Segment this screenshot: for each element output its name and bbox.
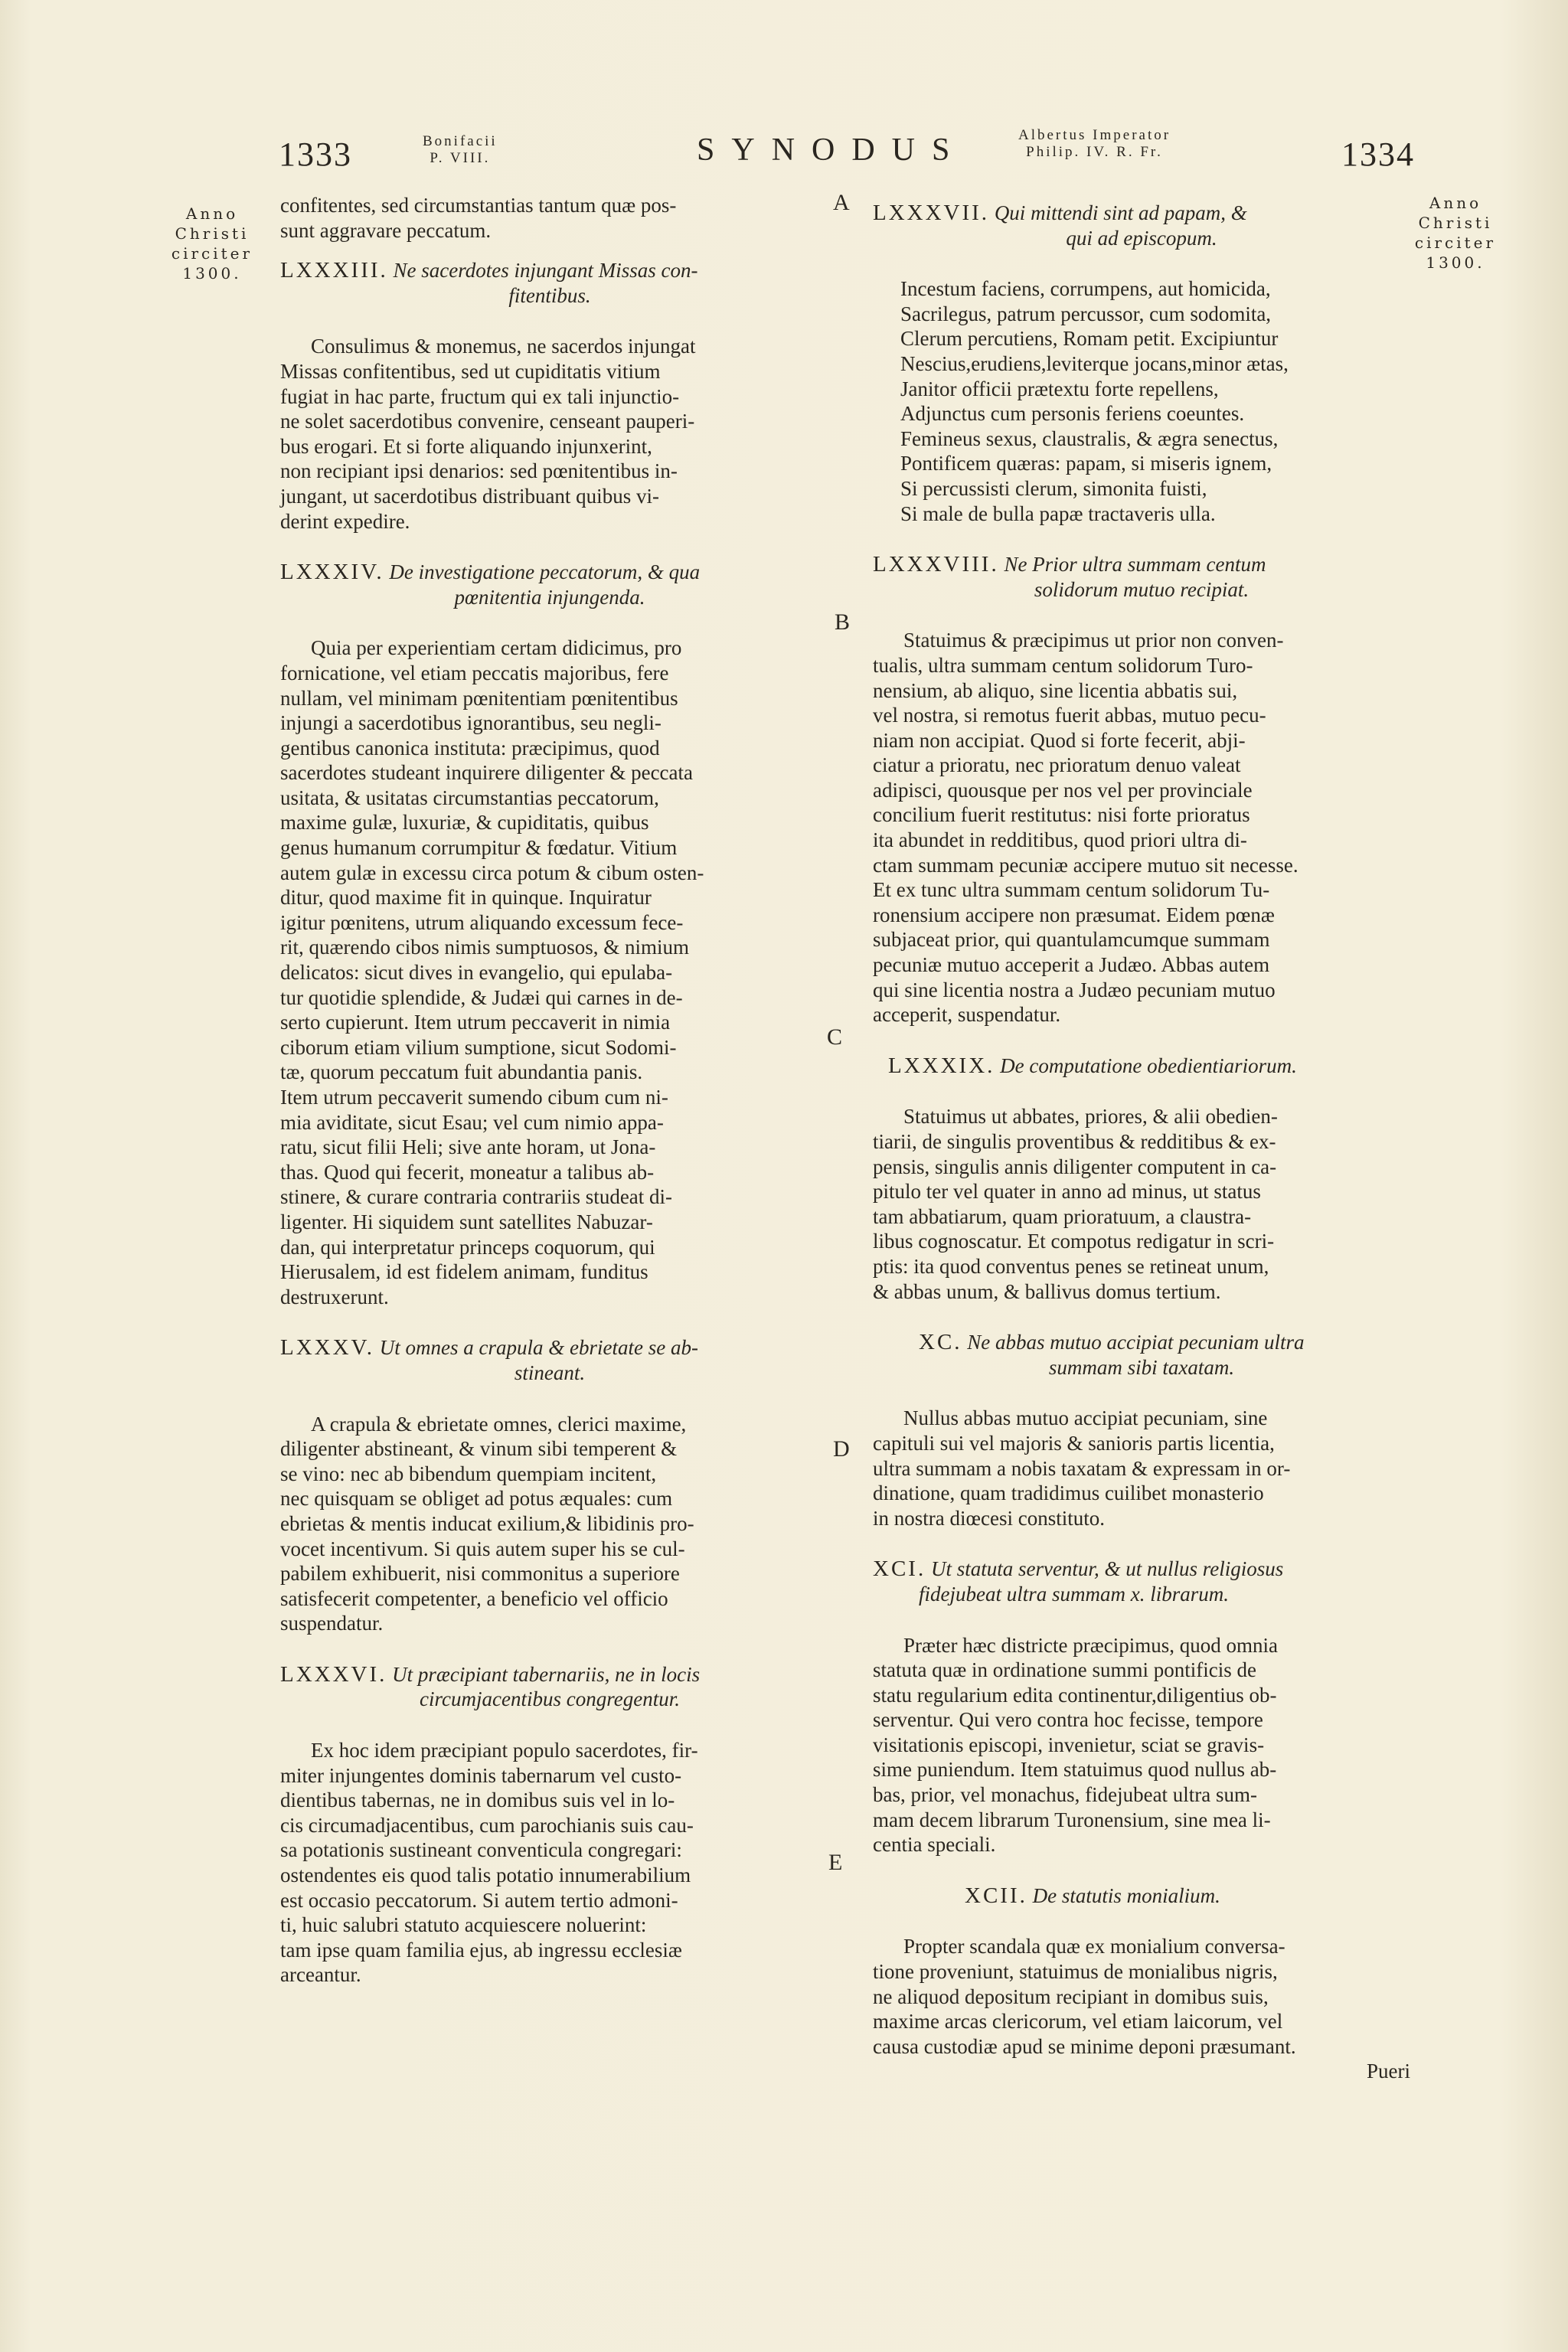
text-line: se vino: nec ab bibendum quempiam incitent, <box>280 1462 657 1485</box>
margin-letter: A <box>833 190 850 215</box>
margin-letter: D <box>833 1436 850 1462</box>
text-line: Quia per experientiam certam didicimus, pro <box>311 636 682 660</box>
side-note-line: Anno <box>1429 194 1482 212</box>
text-line: Item utrum peccaverit sumendo cibum cum ni- <box>280 1086 668 1109</box>
text-line: diligenter abstineant, & vinum sibi temperent & <box>280 1437 678 1461</box>
section-lxxxviii <box>873 552 1410 1027</box>
section-heading <box>873 1330 1410 1355</box>
text-line: ptis: ita quod conventus penes se retineat unum, <box>873 1254 1269 1278</box>
text-line: centia speciali. <box>873 1833 996 1857</box>
text-line: ditur, quod maxime fit in quinque. Inquiratur <box>280 886 652 910</box>
text-line: stinere, & curare contraria contrariis studeat di- <box>280 1185 673 1209</box>
text-line: ratu, sicut filii Heli; sive ante horam, ut Jona- <box>280 1135 656 1159</box>
text-line: nensium, ab aliquo, sine licentia abbatis sui, <box>873 678 1238 702</box>
section-number: XCI. <box>873 1557 926 1582</box>
text-line: confitentes, sed circumstantias tantum quæ pos- <box>280 194 677 217</box>
text-line: autem gulæ in excessu circa potum & cibum osten- <box>280 861 704 884</box>
text-line: vel nostra, si remotus fuerit abbas, mutuo pecu- <box>873 704 1266 727</box>
verse-line: Femineus sexus, claustralis, & ægra senectus, <box>900 426 1279 450</box>
text-line: ctam summam pecuniæ accipere mutuo sit necesse. <box>873 853 1298 877</box>
section-lxxxiv <box>280 560 819 1309</box>
text-line: statuta quæ in ordinatione summi pontificis de <box>873 1658 1256 1682</box>
section-title-cont: fitentibus. <box>508 283 591 307</box>
text-line: nec quisquam se obliget ad potus æquales: cum <box>280 1487 673 1511</box>
text-line: jungant, ut sacerdotibus distribuant quibus vi- <box>280 484 659 508</box>
section-xci <box>873 1557 1410 1857</box>
page-number-right: 1334 <box>1341 136 1415 173</box>
text-line: sacerdotes studeant inquirere diligenter & peccata <box>280 761 694 785</box>
text-line: dinatione, quam tradidimus cuilibet monasterio <box>873 1481 1264 1505</box>
text-line: libus cognoscatur. Et compotus redigatur in scri- <box>873 1230 1275 1253</box>
text-line: delicatos: sicut dives in evangelio, qui epulaba- <box>280 961 673 985</box>
text-line: thas. Quod qui fecerit, moneatur a talibus ab- <box>280 1160 655 1184</box>
section-title-cont: pœnitentia injungenda. <box>454 585 645 609</box>
text-line: visitationis episcopi, invenietur, sciat se gravis- <box>873 1733 1265 1756</box>
section-heading <box>873 552 1410 577</box>
verse-line: Janitor officii prætextu forte repellens, <box>900 377 1219 400</box>
text-line: ostendentes eis quod talis potatio innumerabilium <box>280 1864 691 1887</box>
text-line: igitur pœnitens, utrum aliquando excessum fece- <box>280 910 684 934</box>
text-line: serto cupierunt. Item utrum peccaverit in nimia <box>280 1011 671 1034</box>
section-number: XC. <box>919 1330 962 1355</box>
page-number-left: 1333 <box>279 136 352 173</box>
verse-line: Adjunctus cum personis feriens coeuntes. <box>900 402 1245 426</box>
text-line: capituli sui vel majoris & sanioris partis licentia, <box>873 1431 1275 1455</box>
text-line: Hierusalem, id est fidelem animam, funditus <box>280 1260 648 1284</box>
side-note-right <box>1413 193 1498 273</box>
text-line: usitata, & usitatas circumstantias peccatorum, <box>280 786 659 809</box>
section-heading <box>280 258 819 283</box>
running-head-left-line: P. VIII. <box>430 150 491 166</box>
text-line: ne aliquod depositum recipiant in domibus suis, <box>873 1984 1269 2008</box>
text-line: concilium fuerit restitutus: nisi forte prioratus <box>873 803 1250 827</box>
section-heading <box>873 1557 1410 1582</box>
left-column <box>280 193 819 1988</box>
text-line: ronensium accipere non præsumat. Eidem pœnæ <box>873 903 1275 926</box>
section-title: Ut statuta serventur, & ut nullus religiosus <box>930 1557 1284 1581</box>
running-head-left-line: Bonifacii <box>423 133 498 149</box>
text-line: Missas confitentibus, sed ut cupiditatis vitium <box>280 359 661 383</box>
section-number: LXXXIII. <box>280 258 388 283</box>
section-lxxxvii <box>873 201 1410 526</box>
text-line: sime puniendum. Item statuimus quod nullus ab- <box>873 1758 1277 1782</box>
text-line: suspendatur. <box>280 1612 384 1635</box>
text-line: tam ipse quam familia ejus, ab ingressu ecclesiæ <box>280 1938 682 1962</box>
side-note-line: Christi <box>175 224 250 243</box>
running-head-right-line: Philip. IV. R. Fr. <box>1026 144 1163 160</box>
text-line: sunt aggravare peccatum. <box>280 218 492 242</box>
text-line: ciatur a prioratu, nec prioratum denuo valeat <box>873 753 1241 777</box>
section-number: LXXXVI. <box>280 1661 387 1687</box>
section-title: De computatione obedientiariorum. <box>1000 1054 1297 1077</box>
text-line: bas, prior, vel monachus, fidejubeat ultra sum- <box>873 1783 1258 1807</box>
text-line: cis circumadjacentibus, cum parochianis suis cau- <box>280 1813 694 1837</box>
text-line: fornicatione, vel etiam peccatis majoribus, fere <box>280 661 669 684</box>
running-head-left <box>423 133 498 167</box>
text-line: ebrietas & mentis inducat exilium,& libidinis pro- <box>280 1511 694 1535</box>
margin-letter: B <box>835 609 851 635</box>
text-line: pensis, singulis annis diligenter computent in ca- <box>873 1155 1277 1178</box>
text-line: statu regularium edita continentur,diligentius ob- <box>873 1683 1277 1707</box>
text-line: injungi a sacerdotibus ignorantibus, seu negli- <box>280 711 662 735</box>
verse-line: Si percussisti clerum, simonita fuisti, <box>900 476 1207 500</box>
text-line: Consulimus & monemus, ne sacerdos injungat <box>311 335 696 358</box>
section-heading <box>280 560 819 585</box>
text-line: pabilem exhibuerit, nisi commonitus a superiore <box>280 1562 680 1586</box>
text-line: ligenter. Hi siquidem sunt satellites Nabuzar- <box>280 1210 653 1233</box>
margin-letter: C <box>827 1024 843 1050</box>
section-title-cont: summam sibi taxatam. <box>1048 1355 1235 1379</box>
margin-letter: E <box>828 1850 843 1875</box>
section-title-cont: fidejubeat ultra summam x. librarum. <box>919 1582 1229 1606</box>
section-title: Ne abbas mutuo accipiat pecuniam ultra <box>967 1331 1305 1354</box>
text-line: fugiat in hac parte, fructum qui ex tali injunctio- <box>280 384 680 408</box>
section-heading <box>873 201 1410 226</box>
text-line: arceantur. <box>280 1963 361 1987</box>
text-line: miter injungentes dominis tabernarum vel custo- <box>280 1763 682 1787</box>
side-note-line: Christi <box>1418 214 1493 232</box>
section-title-cont: circumjacentibus congregentur. <box>420 1687 680 1711</box>
verse-line: Clerum percutiens, Romam petit. Excipiuntur <box>900 327 1279 351</box>
section-title: De investigatione peccatorum, & qua <box>389 560 701 584</box>
section-number: LXXXIX. <box>888 1053 995 1078</box>
text-line: rit, quærendo cibos nimis sumptuosos, & nimium <box>280 936 690 959</box>
section-title: Ne Prior ultra summam centum <box>1004 553 1266 577</box>
side-note-line: circiter <box>1414 234 1497 252</box>
text-line: ultra summam a nobis taxatam & expressam in or- <box>873 1456 1291 1480</box>
text-line: mam decem librarum Turonensium, sine mea li- <box>873 1808 1271 1831</box>
text-line: tiarii, de singulis proventibus & redditibus & ex- <box>873 1130 1276 1153</box>
side-note-line: 1300. <box>182 264 242 283</box>
text-line: maxime arcas clericorum, vel etiam laicorum, vel <box>873 2010 1283 2034</box>
section-title-cont: solidorum mutuo recipiat. <box>1034 577 1250 601</box>
section-title-cont: qui ad episcopum. <box>1066 226 1217 250</box>
text-line: Statuimus & præcipimus ut prior non conven- <box>903 629 1284 652</box>
text-line: mia aviditate, sicut Esau; vel cum nimio appa- <box>280 1110 664 1134</box>
section-xcii <box>873 1883 1410 2060</box>
section-lxxxiii <box>280 258 819 534</box>
section-title: Qui mittendi sint ad papam, & <box>994 201 1247 224</box>
text-line: Præter hæc districte præcipimus, quod omnia <box>903 1633 1278 1657</box>
side-note-line: Anno <box>185 204 239 223</box>
text-line: Propter scandala quæ ex monialium conversa- <box>903 1935 1285 1958</box>
text-line: Ex hoc idem præcipiant populo sacerdotes, fir- <box>311 1739 698 1762</box>
text-line: causa custodiæ apud se minime deponi præsumant. <box>873 2034 1296 2058</box>
text-line: gentibus canonica instituta: præcipimus, quod <box>280 736 660 760</box>
section-number: LXXXVII. <box>873 201 990 225</box>
text-line: tæ, quorum peccatum fuit abundantia panis. <box>280 1060 643 1084</box>
section-lxxxv <box>280 1335 819 1636</box>
text-line: tur quotidie splendide, & Judæi qui carnes in de- <box>280 985 683 1009</box>
text-line: Et ex tunc ultra summam centum solidorum Tu- <box>873 878 1270 902</box>
section-lxxxix <box>873 1054 1410 1304</box>
section-heading <box>280 1662 819 1687</box>
text-line: ti, huic salubri statuto acquiescere noluerint: <box>280 1913 647 1937</box>
text-line: genus humanum corrumpitur & fœdatur. Vitium <box>280 836 678 860</box>
text-line: bus erogari. Et si forte aliquando injunxerint, <box>280 434 652 458</box>
text-line: vocet incentivum. Si quis autem super his se cul- <box>280 1537 685 1560</box>
section-xc <box>873 1330 1410 1530</box>
verse-line: Pontificem quæras: papam, si miseris ignem, <box>900 452 1272 475</box>
section-lxxxvi <box>280 1662 819 1988</box>
text-line: Nullus abbas mutuo accipiat pecuniam, sine <box>903 1406 1268 1430</box>
text-line: pitulo ter vel quater in anno ad minus, ut status <box>873 1180 1261 1204</box>
text-line: ciborum etiam vilium sumptione, sicut Sodomi- <box>280 1035 677 1059</box>
side-note-line: circiter <box>171 244 253 263</box>
text-line: & abbas unum, & ballivus domus tertium. <box>873 1279 1221 1303</box>
text-line: pecuniæ mutuo acceperit a Judæo. Abbas autem <box>873 953 1270 977</box>
right-column <box>873 201 1410 2084</box>
text-line: ita abundet in redditibus, quod priori ultra di- <box>873 828 1247 852</box>
section-title: Ut omnes a crapula & ebrietate se ab- <box>379 1336 698 1360</box>
text-line: Statuimus ut abbates, priores, & alii obedien- <box>903 1105 1278 1129</box>
verse-line: Sacrilegus, patrum percussor, cum sodomita, <box>900 302 1272 325</box>
section-title-cont: stineant. <box>514 1361 586 1384</box>
text-line: serventur. Qui vero contra hoc fecisse, tempore <box>873 1708 1263 1732</box>
verse-line: Incestum faciens, corrumpens, aut homicida, <box>900 277 1271 301</box>
text-line: derint expedire. <box>280 509 410 533</box>
text-line: subjaceat prior, qui quantulamcumque summam <box>873 928 1270 952</box>
side-note-line: 1300. <box>1426 253 1485 272</box>
text-line: tione proveniunt, statuimus de monialibus nigris, <box>873 1960 1278 1984</box>
text-line: tualis, ultra summam centum solidorum Turo- <box>873 653 1253 677</box>
text-line: niam non accipiat. Quod si forte fecerit, abji- <box>873 728 1246 752</box>
section-number: LXXXV. <box>280 1335 374 1361</box>
section-number: LXXXIV. <box>280 560 384 585</box>
text-line: non recipiant ipsi denarios: sed pœnitentibus in- <box>280 459 678 483</box>
text-line: maxime gulæ, luxuriæ, & cupiditatis, quibus <box>280 811 649 835</box>
text-line: qui sine licentia nostra a Judæo pecuniam mutuo <box>873 978 1276 1001</box>
text-line: destruxerunt. <box>280 1285 389 1308</box>
verse-line: Nescius,erudiens,leviterque jocans,minor ætas, <box>900 351 1289 375</box>
running-head-right-line: Albertus Imperator <box>1018 127 1171 143</box>
section-heading <box>873 1883 1410 1909</box>
text-line: dan, qui interpretatur princeps coquorum, qui <box>280 1235 655 1259</box>
section-number: XCII. <box>965 1883 1027 1908</box>
section-title: Ut præcipiant tabernariis, ne in locis <box>392 1662 701 1686</box>
text-line: nullam, vel minimam pœnitentiam pœnitentibus <box>280 686 678 710</box>
section-title: De statutis monialium. <box>1032 1883 1220 1907</box>
text-line: adipisci, quousque per nos vel per provinciale <box>873 778 1253 802</box>
catchword: Pueri <box>1367 2060 1410 2083</box>
side-note-left <box>170 204 254 283</box>
text-line: sa potationis sustineant conventicula congregari: <box>280 1838 682 1862</box>
text-line: tam abbatiarum, quam prioratuum, a claustra- <box>873 1204 1252 1228</box>
page-title: SYNODUS <box>697 132 967 168</box>
text-line: satisfecerit competenter, a beneficio vel officio <box>280 1586 668 1610</box>
text-line: in nostra diœcesi constituto. <box>873 1506 1105 1530</box>
verse-line: Si male de bulla papæ tractaveris ulla. <box>900 501 1216 525</box>
text-line: dientibus tabernas, ne in domibus suis vel in lo- <box>280 1788 675 1812</box>
text-line: est occasio peccatorum. Si autem tertio admoni- <box>280 1888 678 1912</box>
running-head-right <box>1018 127 1171 161</box>
section-number: LXXXVIII. <box>873 552 999 577</box>
section-heading <box>873 1054 1410 1079</box>
text-line: acceperit, suspendatur. <box>873 1003 1061 1027</box>
text-line: A crapula & ebrietate omnes, clerici maxime, <box>311 1412 687 1436</box>
section-heading <box>280 1335 819 1361</box>
section-title: Ne sacerdotes injungant Missas con- <box>393 259 698 283</box>
text-line: ne solet sacerdotibus convenire, censeant pauperi- <box>280 410 695 433</box>
